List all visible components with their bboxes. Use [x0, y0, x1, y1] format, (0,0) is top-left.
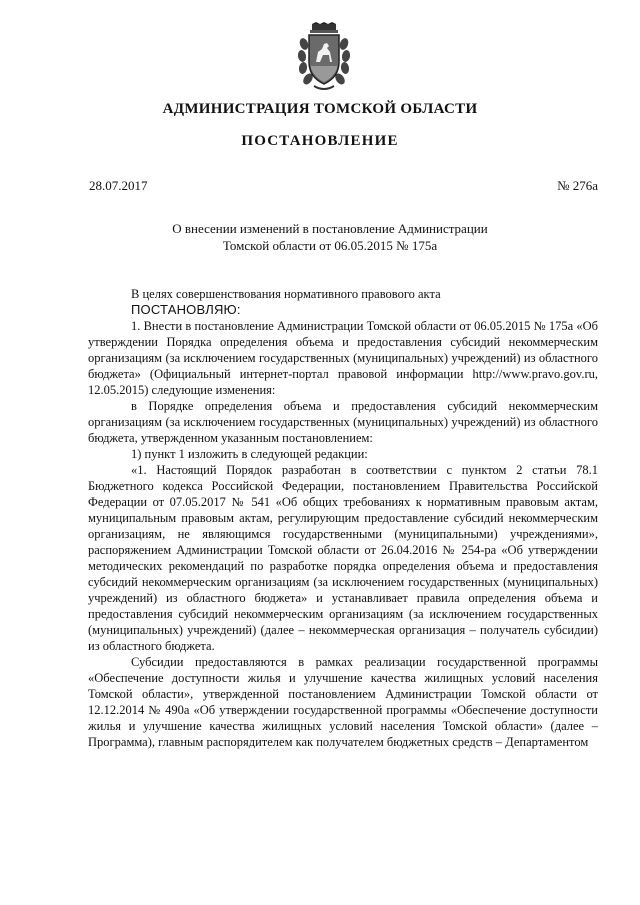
- subject-line: Томской области от 06.05.2015 № 175а: [222, 238, 438, 253]
- document-body: [88, 286, 598, 750]
- document-subject: [130, 220, 530, 254]
- resolution-heading: ПОСТАНОВЛЯЮ:: [131, 302, 241, 317]
- document-date: 28.07.2017: [89, 178, 148, 193]
- body-paragraph: «1. Настоящий Порядок разработан в соответствии с пунктом 2 статьи 78.1 Бюджетного кодекса Российской Федерации, постановлением Правительства Российской Федерации от 07.05.2017 № 541 «Об общих требованиях к нормативным правовым актам, муниципальным правовым актам, регулирующим предоставление субсидий некоммерческим организациям, не являющимся государственными (муниципальными) учреждениями», распоряжением Администрации Томской области от 26.04.2016 № 254-ра «Об утверждении методических рекомендаций по разработке порядка определения объема и предоставления субсидий некоммерческим организациям (за исключением государственных (муниципальных) учреждений) из областного бюджета» и устанавливает правила определения объема и предоставления субсидий некоммерческим организациям (за исключением государственных (муниципальных) учреждений) (далее – некоммерческая организация – получатель субсидии) из областного бюджета.: [88, 463, 598, 653]
- document-type-title: ПОСТАНОВЛЕНИЕ: [241, 133, 399, 149]
- preamble-paragraph: В целях совершенствования нормативного правового акта: [131, 287, 441, 301]
- document-number: № 276а: [557, 178, 598, 193]
- body-paragraph: 1. Внести в постановление Администрации Томской области от 06.05.2015 № 175а «Об утверждении Порядка определения объема и предоставления субсидий некоммерческим организациям (за исключением государственных (муниципальных) учреждений) из областного бюджета» (Официальный интернет-портал правовой информации http://www.pravo.gov.ru, 12.05.2015) следующие изменения:: [88, 319, 598, 397]
- crown-icon: [310, 22, 338, 33]
- body-paragraph: в Порядке определения объема и предоставления субсидий некоммерческим организациям (за исключением государственных (муниципальных) учреждений) из областного бюджета, утвержденном указанным постановлением:: [88, 399, 598, 445]
- body-paragraph: Субсидии предоставляются в рамках реализации государственной программы «Обеспечение доступности жилья и улучшение качества жилищных условий населения Томской области», утвержденной постановлением Администрации Томской области от 12.12.2014 № 490а «Об утверждении государственной программы «Обеспечение доступности жилья и улучшение качества жилищных условий населения Томской области» (далее – Программа), главным распорядителем как получателем бюджетных средств – Департаментом: [88, 655, 598, 749]
- coat-of-arms-emblem: [296, 22, 352, 92]
- shield-icon: [309, 35, 339, 84]
- organization-title: АДМИНИСТРАЦИЯ ТОМСКОЙ ОБЛАСТИ: [162, 101, 478, 117]
- subject-line: О внесении изменений в постановление Администрации: [172, 221, 488, 236]
- body-paragraph: 1) пункт 1 изложить в следующей редакции:: [131, 447, 368, 461]
